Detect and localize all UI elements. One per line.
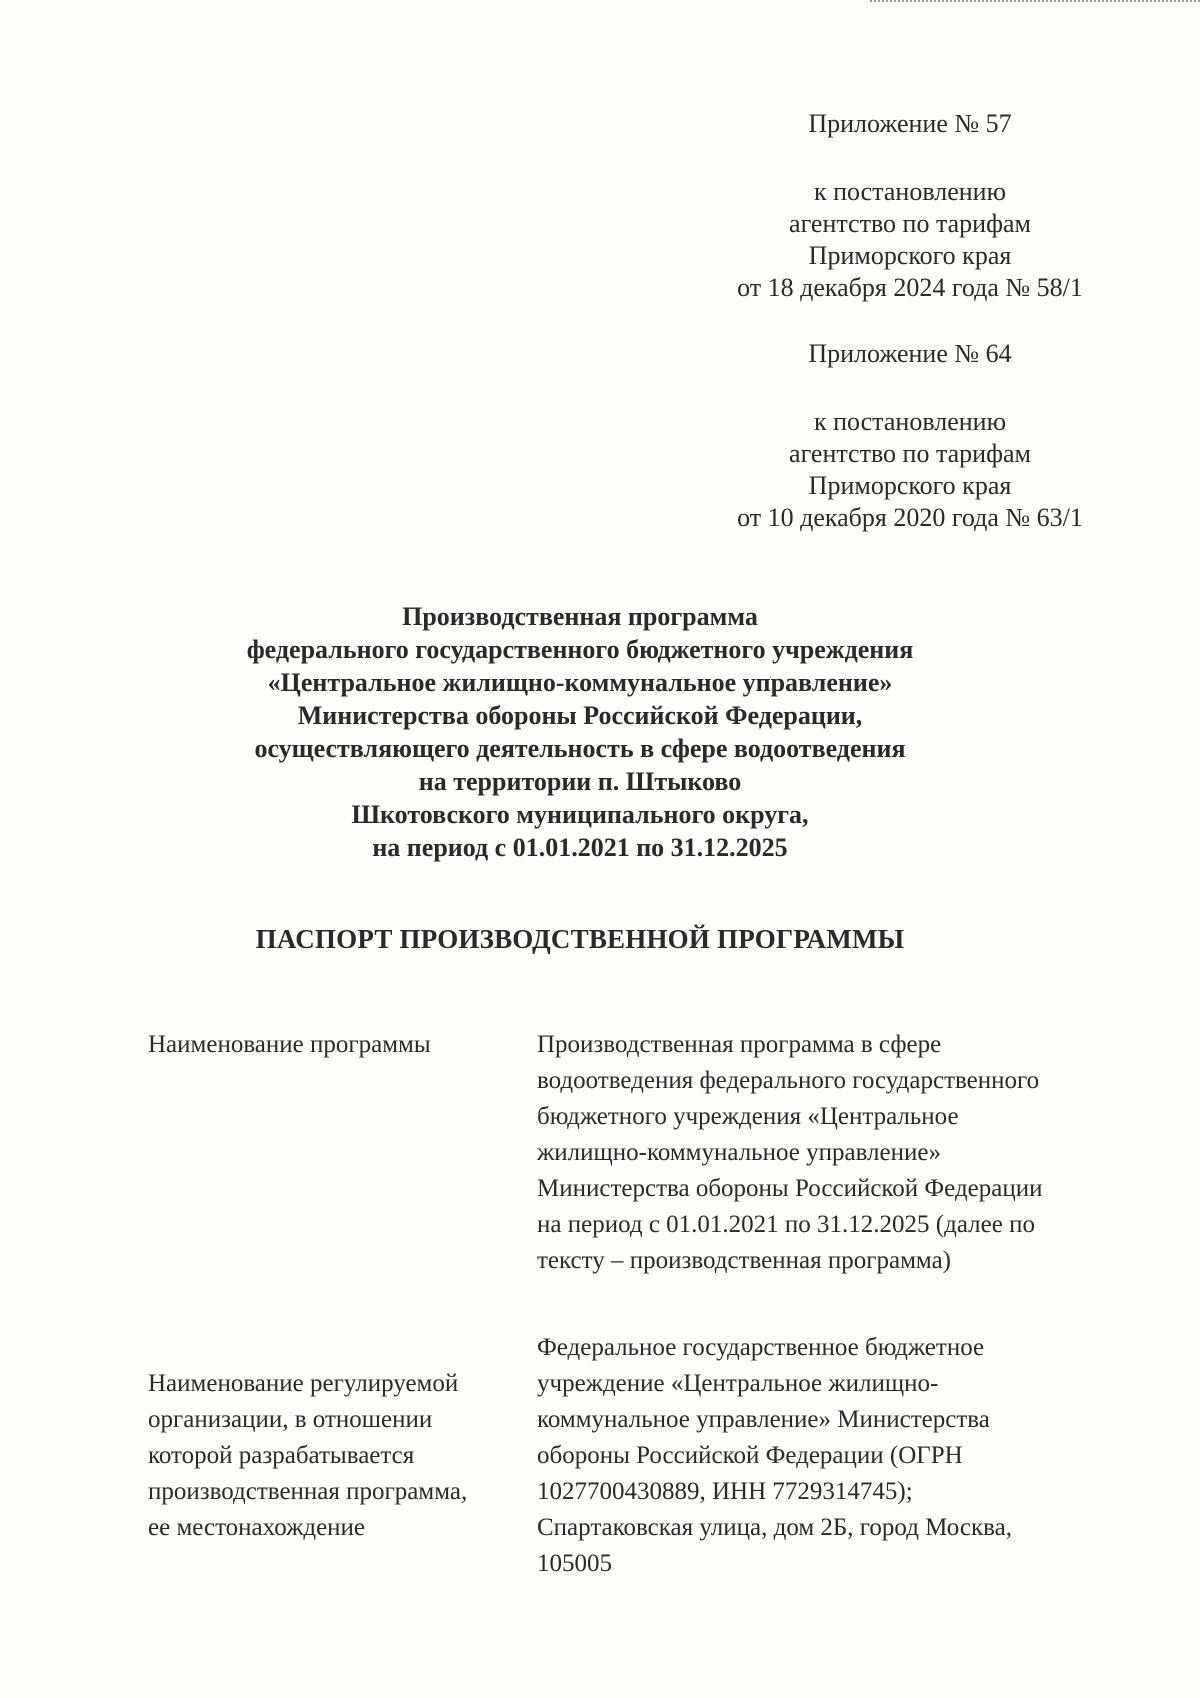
value-line: водоотведения федерального государственного (537, 1067, 1040, 1094)
value-line: коммунальное управление» Министерства (537, 1406, 990, 1433)
program-title-line: Министерства обороны Российской Федерации, (297, 701, 863, 730)
value-line: Производственная программа в сфере (537, 1031, 942, 1058)
annex-64-title (700, 338, 1120, 370)
annex-line: к постановлению (813, 177, 1007, 206)
label-line: ее местонахождение (148, 1514, 366, 1541)
annex-line: агентство по тарифам (789, 209, 1031, 238)
value-line: Министерства обороны Российской Федерации (537, 1175, 1043, 1202)
label-line: которой разрабатывается (148, 1442, 415, 1469)
annex-title-text: Приложение № 57 (808, 109, 1012, 138)
label-line: Наименование регулируемой (148, 1370, 459, 1397)
annex-line: Приморского края (808, 471, 1012, 500)
passport-heading: ПАСПОРТ ПРОИЗВОДСТВЕННОЙ ПРОГРАММЫ (255, 924, 905, 954)
value-line: тексту – производственная программа) (537, 1247, 952, 1274)
program-title-line: «Центральное жилищно-коммунальное управление» (267, 668, 893, 697)
program-title-line: федерального государственного бюджетного учреждения (246, 635, 914, 664)
passport-row-value (537, 1027, 1137, 1279)
value-line: обороны Российской Федерации (ОГРН (537, 1442, 963, 1469)
value-line: на период с 01.01.2021 по 31.12.2025 (далее по (537, 1211, 1035, 1238)
annex-64-reference (700, 406, 1120, 534)
program-title-line: осуществляющего деятельность в сфере водоотведения (254, 734, 906, 763)
label-line: производственная программа, (148, 1478, 468, 1505)
value-line: учреждение «Центральное жилищно- (537, 1370, 939, 1397)
program-title-line: Производственная программа (402, 602, 758, 631)
value-line: жилищно-коммунальное управление» (537, 1139, 941, 1166)
annex-line: Приморского края (808, 241, 1012, 270)
value-line: бюджетного учреждения «Центральное (537, 1103, 959, 1130)
annex-57-title (700, 108, 1120, 140)
value-line: Федеральное государственное бюджетное (537, 1334, 985, 1361)
annex-title-text: Приложение № 64 (808, 339, 1012, 368)
scan-edge-mark (870, 0, 1200, 4)
passport-row-label (148, 1366, 518, 1546)
program-title-line: на период с 01.01.2021 по 31.12.2025 (372, 833, 788, 862)
program-title-line: Шкотовского муниципального округа, (351, 800, 809, 829)
annex-57-reference (700, 176, 1120, 304)
program-title (160, 600, 1000, 864)
label-line: организации, в отношении (148, 1406, 433, 1433)
passport-row-label (148, 1027, 518, 1063)
value-line: 105005 (537, 1550, 612, 1577)
annex-line: от 18 декабря 2024 года № 58/1 (737, 273, 1083, 302)
label-line: Наименование программы (148, 1031, 431, 1058)
annex-line: к постановлению (813, 407, 1007, 436)
passport-row-value (537, 1330, 1137, 1582)
annex-line: от 10 декабря 2020 года № 63/1 (737, 503, 1083, 532)
value-line: 1027700430889, ИНН 7729314745); (537, 1478, 913, 1505)
value-line: Спартаковская улица, дом 2Б, город Москва, (537, 1514, 1012, 1541)
annex-line: агентство по тарифам (789, 439, 1031, 468)
program-title-line: на территории п. Штыково (418, 767, 742, 796)
